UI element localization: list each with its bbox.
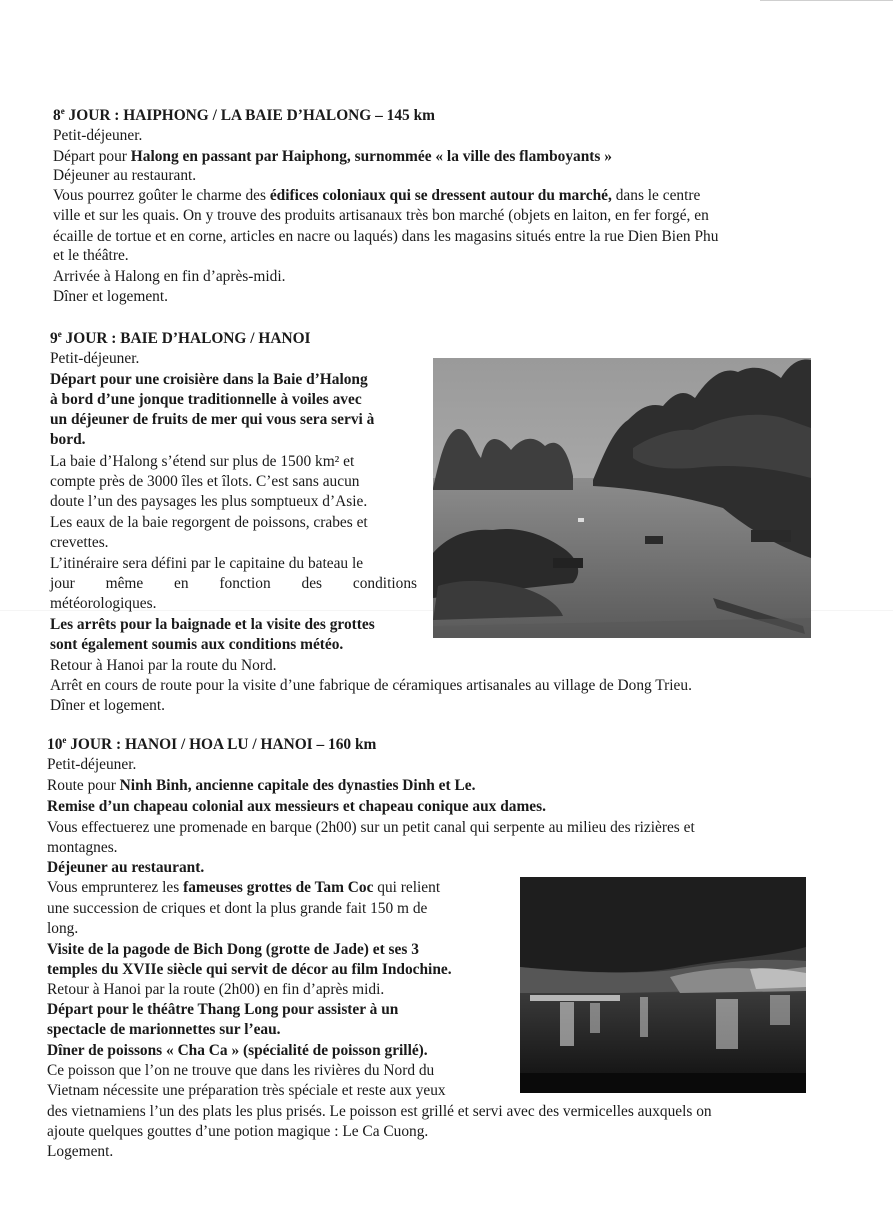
tam-coc-photo (520, 877, 806, 1093)
day10-line: Visite de la pagode de Bich Dong (grotte de Jade) et ses 3 (47, 941, 419, 958)
day10-line: Logement. (47, 1143, 114, 1160)
day10-line: spectacle de marionnettes sur l’eau. (47, 1021, 281, 1038)
halong-bay-image (433, 358, 811, 638)
day10-line: Départ pour le théâtre Thang Long pour assister à un (47, 1001, 399, 1018)
day9-line: Les eaux de la baie regorgent de poissons, crabes et (50, 514, 368, 531)
day9-line: météorologiques. (50, 595, 157, 612)
day10-line: Vietnam nécessite une préparation très spéciale et reste aux yeux (47, 1082, 446, 1099)
day10-line: temples du XVIIe siècle qui servit de décor au film Indochine. (47, 961, 452, 978)
day10-line: Vous effectuerez une promenade en barque (2h00) sur un petit canal qui serpente au milieu des rizières et (47, 819, 695, 836)
day8-line: ville et sur les quais. On y trouve des produits artisanaux très bon marché (objets en laiton, en fer forgé, en (53, 207, 709, 224)
day9-line: à bord d’une jonque traditionnelle à voiles avec (50, 391, 362, 408)
day10-line: ajoute quelques gouttes d’une potion magique : Le Ca Cuong. (47, 1123, 429, 1140)
day8-heading: 8e JOUR : HAIPHONG / LA BAIE D’HALONG – 145 km (53, 106, 435, 124)
day8-line: Petit-déjeuner. (53, 127, 143, 144)
day10-line: montagnes. (47, 839, 118, 856)
day9-line: un déjeuner de fruits de mer qui vous sera servi à (50, 411, 375, 428)
day8-line: Vous pourrez goûter le charme des édifices coloniaux qui se dressent autour du marché, dans le centre (53, 187, 701, 204)
halong-bay-photo (433, 358, 811, 638)
day9-line: crevettes. (50, 534, 109, 551)
day9-line: doute l’un des paysages les plus somptueux d’Asie. (50, 493, 368, 510)
day9-line: compte près de 3000 îles et îlots. C’est sans aucun (50, 473, 360, 490)
day10-line: long. (47, 920, 79, 937)
day10-line: Déjeuner au restaurant. (47, 859, 205, 876)
day8-line: et le théâtre. (53, 247, 129, 264)
day9-line: bord. (50, 431, 86, 448)
day9-line: Dîner et logement. (50, 697, 165, 714)
day10-line: Petit-déjeuner. (47, 756, 137, 773)
day9-line: Les arrêts pour la baignade et la visite des grottes (50, 616, 375, 633)
day10-line: une succession de criques et dont la plus grande fait 150 m de (47, 900, 428, 917)
day9-line: jour même en fonction des conditions (50, 575, 417, 592)
day9-line: La baie d’Halong s’étend sur plus de 1500 km² et (50, 453, 355, 470)
day8-line: Dîner et logement. (53, 288, 168, 305)
scan-edge (760, 0, 893, 1)
day8-line: Déjeuner au restaurant. (53, 167, 197, 184)
day9-line: Départ pour une croisière dans la Baie d’Halong (50, 371, 368, 388)
day10-line: des vietnamiens l’un des plats les plus prisés. Le poisson est grillé et servi avec des vermicelles auxquels on (47, 1103, 712, 1120)
tam-coc-image (520, 877, 806, 1093)
day8-line: Arrivée à Halong en fin d’après-midi. (53, 268, 286, 285)
day8-line: Départ pour Halong en passant par Haiphong, surnommée « la ville des flamboyants » (53, 148, 612, 165)
day9-line: Petit-déjeuner. (50, 350, 140, 367)
day9-heading: 9e JOUR : BAIE D’HALONG / HANOI (50, 329, 311, 347)
day10-line: Retour à Hanoi par la route (2h00) en fin d’après midi. (47, 981, 385, 998)
day9-line: Retour à Hanoi par la route du Nord. (50, 657, 277, 674)
day10-line: Remise d’un chapeau colonial aux messieurs et chapeau conique aux dames. (47, 798, 546, 815)
day9-line: sont également soumis aux conditions météo. (50, 636, 344, 653)
day10-line: Route pour Ninh Binh, ancienne capitale des dynasties Dinh et Le. (47, 777, 476, 794)
day10-line: Vous emprunterez les fameuses grottes de Tam Coc qui relient (47, 879, 441, 896)
day9-line: Arrêt en cours de route pour la visite d’une fabrique de céramiques artisanales au village de Dong Trieu. (50, 677, 692, 694)
day10-line: Dîner de poissons « Cha Ca » (spécialité de poisson grillé). (47, 1042, 428, 1059)
day9-line: L’itinéraire sera défini par le capitaine du bateau le (50, 555, 364, 572)
day10-line: Ce poisson que l’on ne trouve que dans les rivières du Nord du (47, 1062, 435, 1079)
day10-heading: 10e JOUR : HANOI / HOA LU / HANOI – 160 km (47, 735, 377, 753)
day8-line: écaille de tortue et en corne, articles en nacre ou laqués) dans les magasins situés entre la rue Dien Bien Phu (53, 228, 719, 245)
